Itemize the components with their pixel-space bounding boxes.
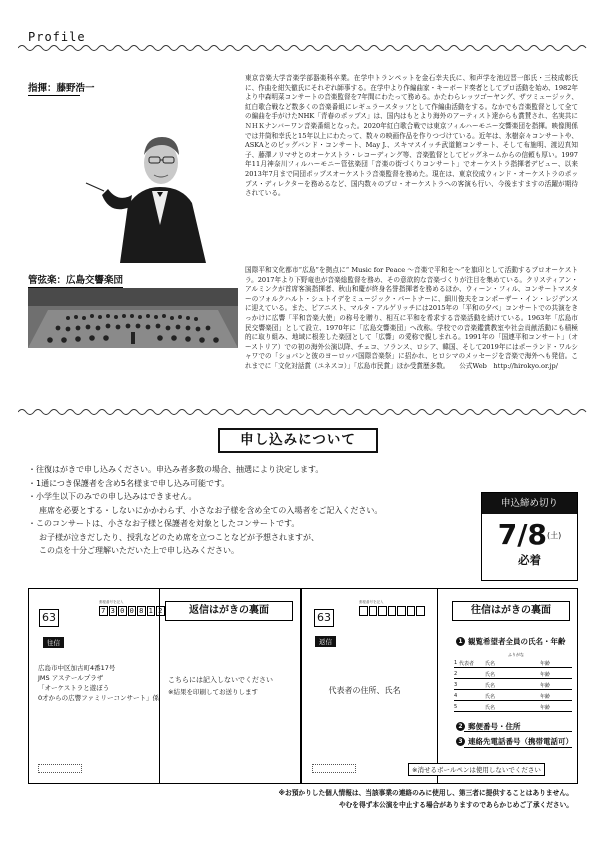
- stamp-postcode-box: 63: [314, 609, 334, 627]
- conductor-label: 指揮：藤野浩一: [28, 80, 95, 96]
- pen-warning: ※消せるボールペンは使用しないでください: [408, 763, 545, 776]
- stamp-postcode-box: 63: [39, 609, 59, 627]
- bullet-4: ・このコンサートは、小さなお子様と保護者を対象としたコンサートです。: [28, 519, 300, 528]
- furigana-label: ふりがな: [508, 652, 524, 657]
- privacy-note: ※お預かりした個人情報は、当該事業の連絡のみに使用し、第三者に提供することはありません。 やむを得ず本公演を中止する場合がありますのであらかじめご了承ください。: [278, 789, 573, 809]
- bullet-3: ・小学生以下のみでの申し込みはできません。: [28, 492, 197, 501]
- deadline-box: [481, 492, 578, 581]
- bullet-4-detail-1: お子様が泣きだしたり、授乳などのため席を立つことなどが予想されますが、: [39, 532, 319, 542]
- card-fold-line: [159, 589, 160, 783]
- no-write-note: こちらには記入しないでください: [168, 676, 273, 684]
- phone-write-line[interactable]: [464, 747, 572, 748]
- orchestra-photo: [28, 288, 238, 348]
- member-row[interactable]: 1 代表者 氏名 年齢: [454, 657, 572, 668]
- conductor-bio: 東京音楽大学音楽学部器楽科卒業。在学中トランペットを金石幸夫氏に、和声学を池辺晋一郎氏・三枝成彰氏に、作曲を紺矢徹氏にそれぞれ師事する。在学中より作編曲家・キーボード奏者としてプロ活動を始め、1982年より中森明菜コンサートの音楽監督を7年間にわたって務める。かたわらレッツゴーヤング、ザツミュージック、紅白歌合戦など数多くの音楽番組にレギュラースタッフとして作編曲活動をする。なかでも音楽監督として全ての編曲を手がけたNHK「青春のポップス」は、国内はもとより海外のアーティスト達からも賞賛され、名実共にＮＨＫナンバーワン音楽番組となった。2020年紅白歌合戦では東京フィルハーモニー交響楽団を指揮。映像関係では井筒和幸氏と15年以上にわたって、数々の映画作品を作りつづけている。近年は、氷樹奈々コンサートや、ASKAとのビッグバンド・コンサート、May J.、スキマスイッチ武道館コンサート、そして布施明、渡辺真知子、藤澤ノリマサとのオーケストラ・レコーディング等、音楽監督としてビッグネームからの信頼も厚い。1997年11月神奈川フィルハーモニー管弦楽団「音楽の街づくりコンサート」でオーケストラ指揮者デビュー、以来2013年7月まで同団ポップスオーケストラ音楽監督を務めた。現在は、東京佼成ウィンド・オーケストラのポップス・ディレクターを務めるなど、国内数々のプロ・オーケストラへの客演も行い、今後ますますの活躍が期待されている。: [245, 74, 579, 198]
- bullet-2: ・1通につき保護者を含め5名様まで申し込み可能です。: [28, 478, 230, 488]
- orchestra-label: 管弦楽：広島交響楽団: [28, 272, 123, 288]
- conductor-photo: [80, 95, 238, 263]
- zip-label: 郵便番号を記入: [359, 600, 384, 604]
- deadline-weekday: (土): [546, 531, 562, 540]
- reply-back-heading: 返信はがきの裏面: [165, 601, 293, 621]
- postcard-reply: [301, 588, 578, 784]
- mail-address: 広島市中区加古町4番17号 JMS アステールプラザ 「オーケストラと遊ぼう 0才からの広響ファミリーコンサート」係: [38, 664, 160, 702]
- zip-digits: 7 3 0 0 8 1 2: [99, 606, 165, 616]
- profile-title: Profile: [28, 30, 86, 44]
- zip-label: 郵便番号を記入: [99, 600, 124, 604]
- member-row[interactable]: 3 氏名 年齢: [454, 679, 572, 690]
- bullet-1: ・往復はがきで申し込みください。申込み者多数の場合、抽選により決定します。: [28, 465, 324, 474]
- outgoing-tag: 往信: [43, 637, 64, 648]
- member-row[interactable]: 4 氏名 年齢: [454, 690, 572, 701]
- item-address: 2 郵便番号・住所: [456, 721, 521, 732]
- member-row[interactable]: 2 氏名 年齢: [454, 668, 572, 679]
- bullet-4-detail-2: この点を十分ご理解いただいた上で申し込みください。: [39, 546, 239, 555]
- outgoing-back-heading: 往信はがきの裏面: [452, 601, 570, 621]
- address-write-line[interactable]: [464, 731, 572, 732]
- deadline-label: 申込締め切り: [482, 493, 577, 514]
- print-note: ※結果を印刷してお送りします: [168, 688, 258, 696]
- orchestra-bio: 国際平和文化都市“広島”を拠点に“ Music for Peace ～音楽で平和を～”を旗印として活動するプロオーケストラ。2017年より下野竜也が音楽総監督を務め、その意欲的な音楽づくりが注目を集めている。クリスティアン・アルミンクが首席客演指揮者、秋山和慶が終身名誉指揮者を務めるほか、ウィーン・フィル、コンサートマスターのフォルクハルト・シュトイデをミュージック・パートナーに、細川俊夫をコンポーザー・イン・レジデンスに迎えている。また、ピアニスト、マルタ・アルゲリッチには2015年の「平和の夕べ」コンサートでの共演をきっかけに広響「平和音楽大使」の称号を贈り、相互に平和を希求する音楽活動を続けている。1963年「広島市民交響楽団」として設立、1970年に「広島交響楽団」へ改称。学校での音楽鑑賞教室や社会貢献活動にも積極的に取り組み、地域に根差した楽団として「広響」の愛称で親しまれる。1991年の「国連平和コンサート」（オーストリア）での初の海外公演以降、チェコ、フランス、ロシア、韓国、そして2019年にはポーランド・ワルシャワでの「ショパンと彼のヨーロッパ国際音楽祭」に招かれ、ヒロシマのメッセージを音楽で海外へも発信。これまでに「文化対話賞（ユネスコ）」「広島市民賞」ほか受賞歴多数。 公式Web http://hirokyo.or.jp/: [245, 266, 578, 370]
- reply-tag: 返信: [315, 636, 336, 647]
- zip-digits-empty[interactable]: [359, 606, 425, 616]
- card-fold-line: [437, 589, 438, 783]
- barcode-area: [312, 764, 356, 773]
- item-phone: 3 連絡先電話番号（携帯電話可）: [456, 736, 573, 747]
- bullet-3-detail: 座席を必要とする・しないにかかわらず、小さなお子様を含め全ての入場者をご記入ください。: [39, 505, 383, 515]
- apply-bullets: [28, 463, 382, 558]
- wavy-divider-mid: [18, 407, 588, 417]
- deadline-date: 7/8(土): [497, 518, 562, 551]
- barcode-area: [38, 764, 82, 773]
- representative-address-label: 代表者の住所、氏名: [328, 686, 401, 695]
- postcard-outgoing: [28, 588, 301, 784]
- member-table[interactable]: [454, 657, 572, 712]
- wavy-divider-top: [18, 43, 588, 53]
- apply-heading: 申し込みについて: [218, 428, 378, 453]
- deadline-must: 必着: [518, 553, 541, 567]
- member-row[interactable]: 5 氏名 年齢: [454, 701, 572, 712]
- item-members: 1 観覧希望者全員の氏名・年齢: [456, 636, 566, 647]
